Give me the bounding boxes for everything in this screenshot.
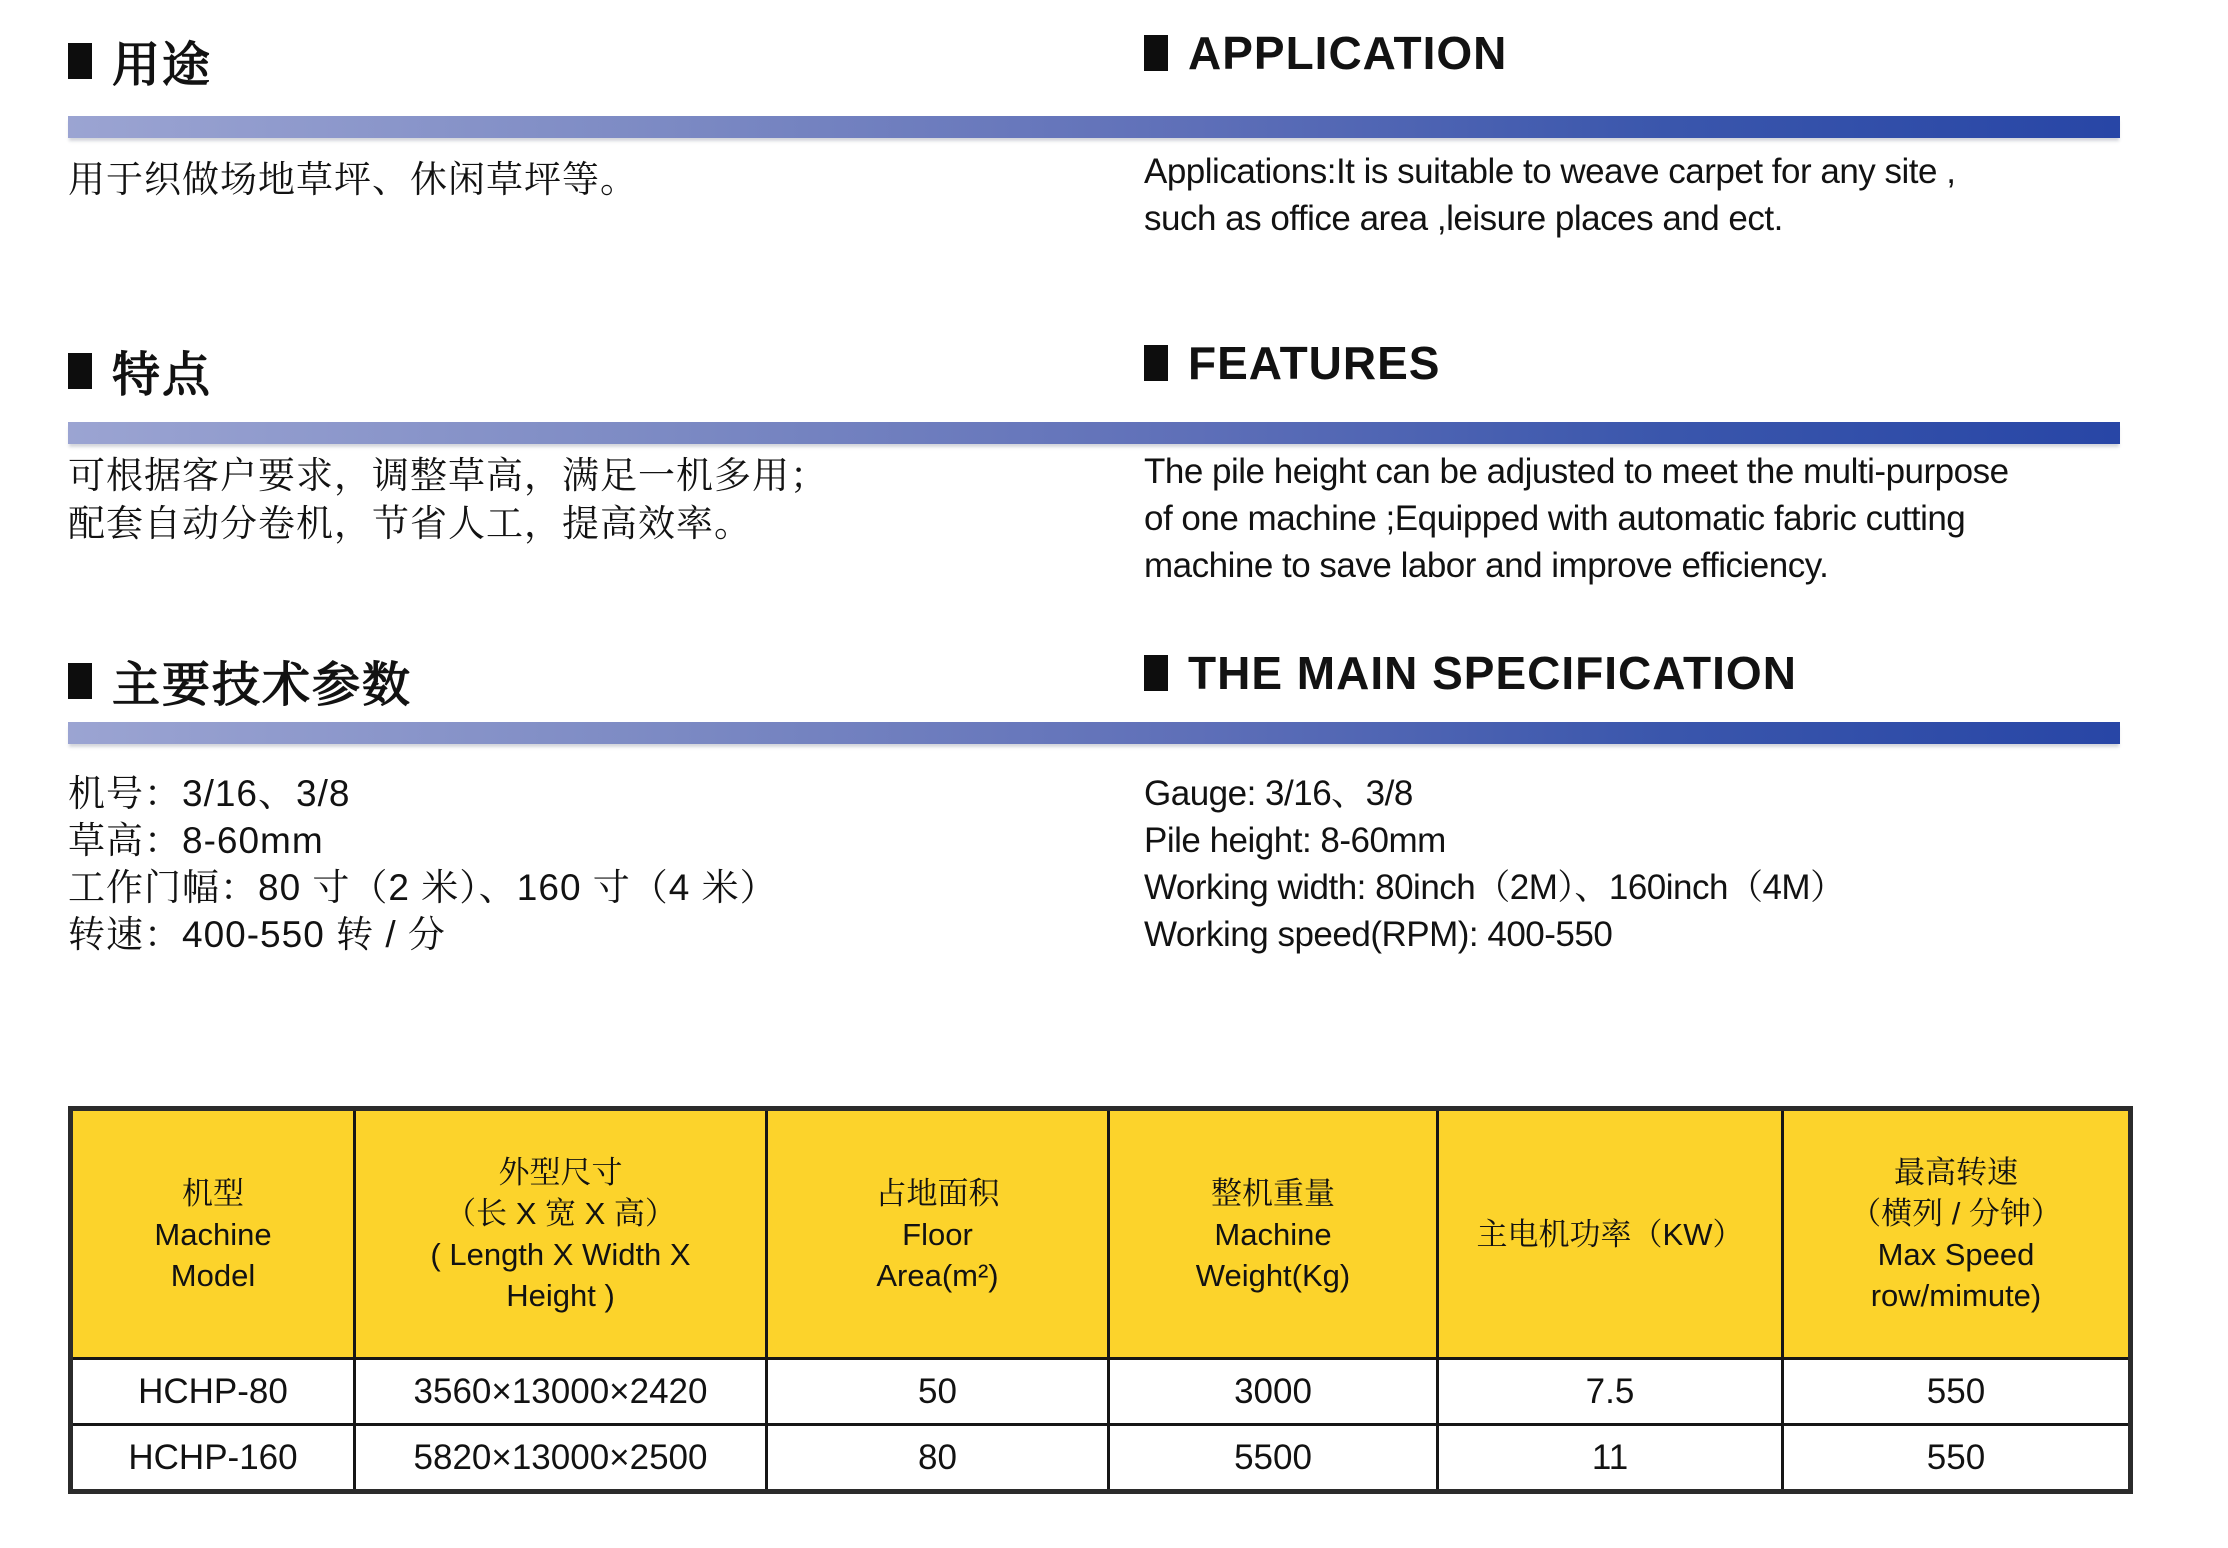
col-header-max-speed <box>1783 1109 2131 1359</box>
section-title-zh: 主要技术参数 <box>112 659 413 712</box>
section-title-zh: 特点 <box>112 349 213 402</box>
table-header-row <box>71 1109 2131 1359</box>
header-line: Max Speed <box>1877 1237 2035 1272</box>
section-spec-title-zh <box>68 646 1068 715</box>
section-divider-bar <box>68 116 2120 138</box>
spec-line-pile-height-en: Pile height: 8-60mm <box>1144 821 1446 860</box>
header-line: （长 X 宽 X 高） <box>445 1196 676 1231</box>
cell-max-speed: 550 <box>1783 1359 2131 1425</box>
col-header-motor-power <box>1438 1109 1783 1359</box>
table-row <box>71 1359 2131 1425</box>
cell-motor-power: 11 <box>1438 1425 1783 1492</box>
section-application-title-en <box>1144 26 2174 80</box>
col-header-dimensions <box>355 1109 767 1359</box>
square-bullet-icon <box>1144 35 1168 71</box>
section-title-en: APPLICATION <box>1188 27 1508 79</box>
section-divider-bar <box>68 722 2120 744</box>
col-header-machine-weight <box>1109 1109 1438 1359</box>
specification-table <box>68 1106 2133 1494</box>
cell-model: HCHP-160 <box>71 1425 355 1492</box>
body-line: 可根据客户要求，调整草高，满足一机多用； <box>68 455 828 496</box>
header-line: Weight(Kg) <box>1195 1257 1351 1293</box>
cell-motor-power: 7.5 <box>1438 1359 1783 1425</box>
square-bullet-icon <box>1144 345 1168 381</box>
header-line: 外型尺寸 <box>498 1155 623 1190</box>
cell-floor-area: 80 <box>767 1425 1109 1492</box>
header-line: Machine <box>1214 1216 1332 1252</box>
col-header-machine-model <box>71 1109 355 1359</box>
header-line: 整机重量 <box>1211 1175 1335 1211</box>
header-line: ( Length X Width X <box>430 1237 691 1272</box>
body-line: 用于织做场地草坪、休闲草坪等。 <box>68 159 638 200</box>
square-bullet-icon <box>1144 655 1168 691</box>
header-line: Area(m²) <box>876 1257 999 1293</box>
table-row <box>71 1425 2131 1492</box>
body-line: Applications:It is suitable to weave carpet for any site , <box>1144 152 1956 191</box>
cell-weight: 5500 <box>1109 1425 1438 1492</box>
spec-line-working-width-en: Working width: 80inch（2M）、160inch（4M） <box>1144 868 1845 907</box>
header-line: 占地面积 <box>875 1175 1000 1211</box>
header-line: （横列 / 分钟） <box>1850 1196 2062 1231</box>
body-line: of one machine ;Equipped with automatic fabric cutting <box>1144 499 1966 538</box>
section-application-body-en <box>1144 148 2174 242</box>
section-application-title-zh <box>68 26 1068 95</box>
spec-line-gauge-zh: 机号：3/16、3/8 <box>68 773 351 814</box>
spec-line-speed-en: Working speed(RPM): 400-550 <box>1144 915 1613 954</box>
body-line: machine to save labor and improve efficiency. <box>1144 546 1829 585</box>
header-line: 最高转速 <box>1894 1155 2018 1190</box>
col-header-floor-area <box>767 1109 1109 1359</box>
header-line: Floor <box>902 1216 973 1252</box>
square-bullet-icon <box>68 663 92 699</box>
body-line: such as office area ,leisure places and ect. <box>1144 199 1783 238</box>
section-title-zh: 用途 <box>112 39 213 92</box>
section-features-title-en <box>1144 336 2174 390</box>
cell-weight: 3000 <box>1109 1359 1438 1425</box>
cell-max-speed: 550 <box>1783 1425 2131 1492</box>
spec-line-gauge-en: Gauge: 3/16、3/8 <box>1144 774 1413 813</box>
section-spec-title-en <box>1144 646 2174 700</box>
section-divider-bar <box>68 422 2120 444</box>
section-features-body-zh <box>68 452 1068 548</box>
section-spec-body-zh <box>68 770 1068 958</box>
header-line: Height ) <box>506 1278 615 1313</box>
header-line: 主电机功率（KW） <box>1476 1216 1744 1252</box>
spec-line-speed-zh: 转速：400-550 转 / 分 <box>68 914 446 955</box>
cell-dimensions: 5820×13000×2500 <box>355 1425 767 1492</box>
section-features-title-zh <box>68 336 1068 405</box>
body-line: The pile height can be adjusted to meet the multi-purpose <box>1144 452 2009 491</box>
body-line: 配套自动分卷机，节省人工，提高效率。 <box>68 503 752 544</box>
header-line: 机型 <box>182 1175 244 1211</box>
square-bullet-icon <box>68 43 92 79</box>
cell-model: HCHP-80 <box>71 1359 355 1425</box>
header-line: Model <box>170 1257 256 1293</box>
section-application-body-zh <box>68 156 1068 204</box>
header-line: Machine <box>154 1216 272 1252</box>
section-spec-body-en <box>1144 770 2174 958</box>
square-bullet-icon <box>68 353 92 389</box>
section-title-en: FEATURES <box>1188 337 1441 389</box>
section-features-body-en <box>1144 448 2174 589</box>
cell-dimensions: 3560×13000×2420 <box>355 1359 767 1425</box>
header-line: row/mimute) <box>1870 1278 2042 1313</box>
section-title-en: THE MAIN SPECIFICATION <box>1188 647 1797 699</box>
spec-line-working-width-zh: 工作门幅：80 寸（2 米）、160 寸（4 米） <box>68 867 778 908</box>
cell-floor-area: 50 <box>767 1359 1109 1425</box>
spec-line-pile-height-zh: 草高：8-60mm <box>68 820 324 861</box>
